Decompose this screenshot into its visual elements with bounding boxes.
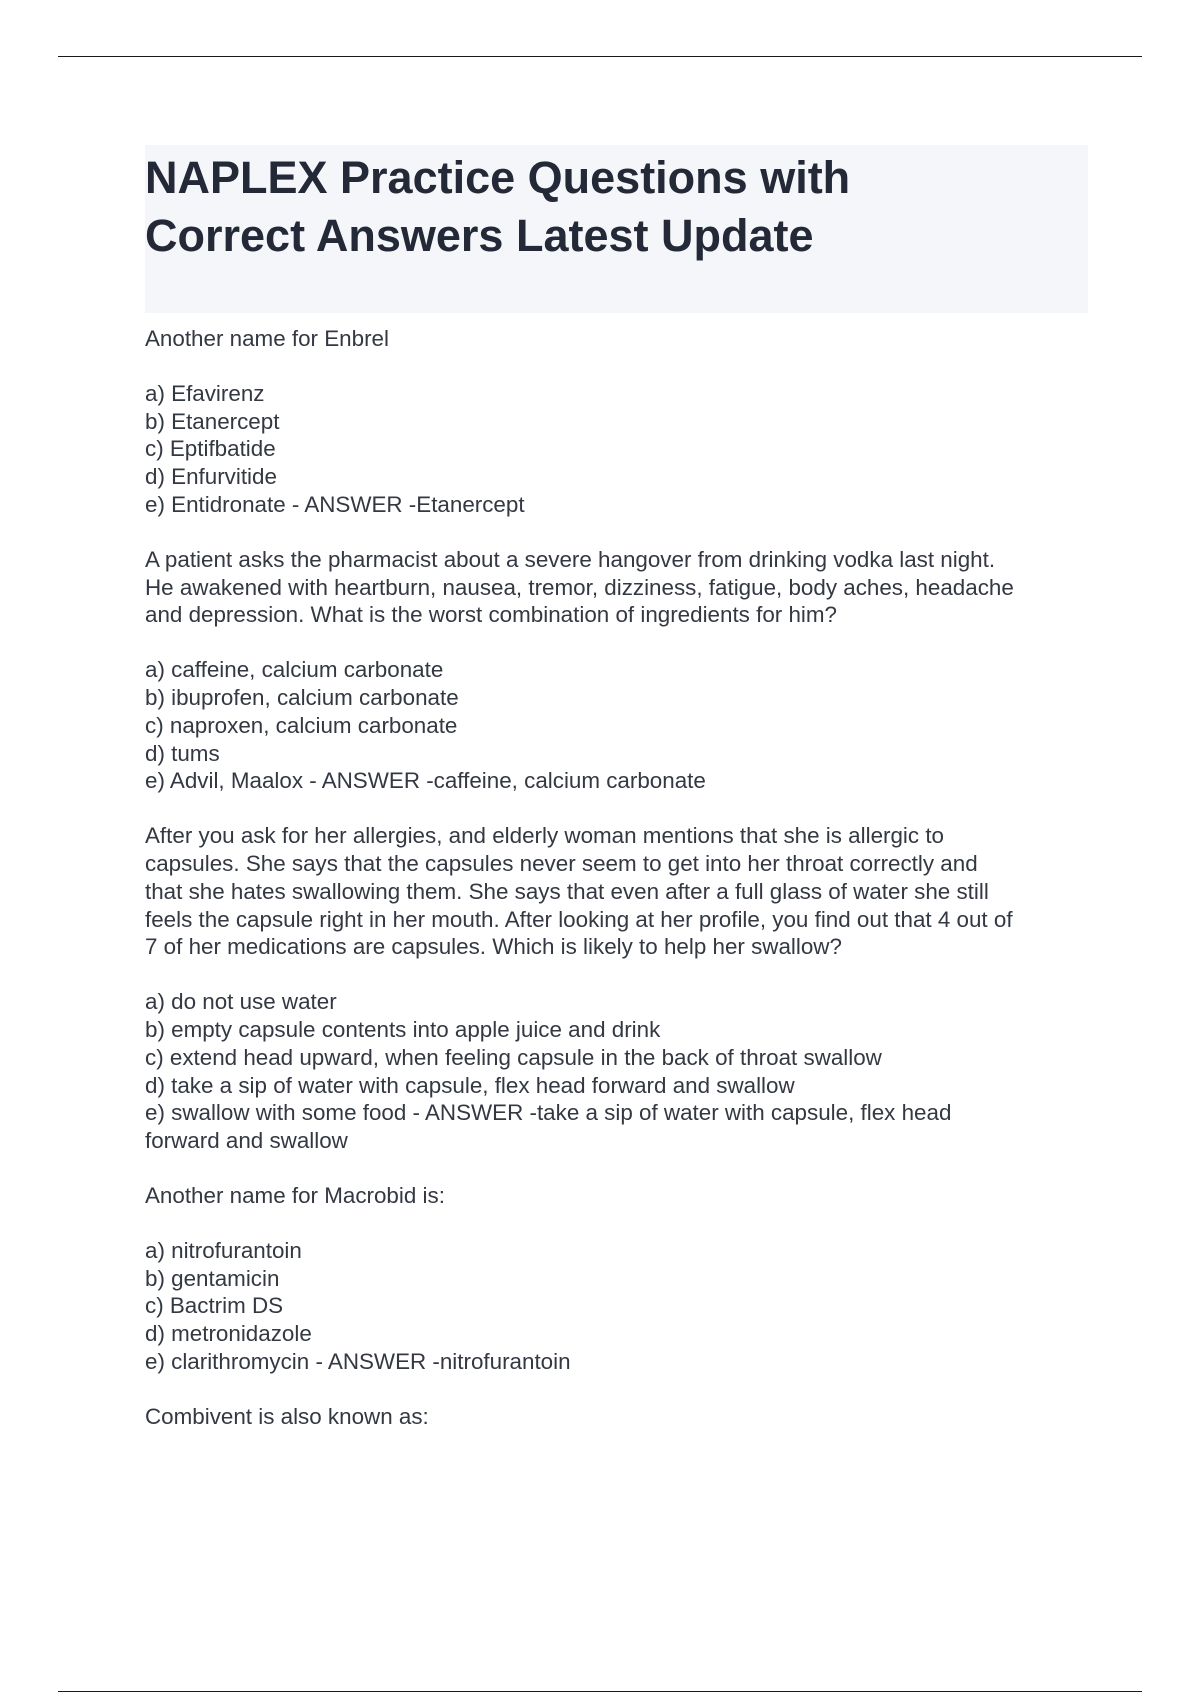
option-a: a) do not use water [145,989,337,1015]
top-rule [58,56,1142,57]
stem-line: After you ask for her allergies, and elderly woman mentions that she is allergic to [145,823,944,849]
question-4 [145,1182,1088,1376]
option-d: d) metronidazole [145,1321,312,1347]
option-e-answer: e) Entidronate - ANSWER -Etanercept [145,491,525,517]
option-e-answer: e) Advil, Maalox - ANSWER -caffeine, calcium carbonate [145,768,706,794]
question-2 [145,546,1088,795]
option-d: d) tums [145,740,220,766]
page-content [145,145,1088,1431]
option-list [145,988,1088,1155]
title-block [145,145,1088,313]
option-a: a) caffeine, calcium carbonate [145,657,444,683]
option-e-answer: e) clarithromycin - ANSWER -nitrofurantoin [145,1348,571,1374]
question-5 [145,1403,1088,1431]
question-1 [145,325,1088,519]
stem-line: He awakened with heartburn, nausea, tremor, dizziness, fatigue, body aches, headache [145,574,1014,600]
option-c: c) Bactrim DS [145,1293,284,1319]
option-d: d) take a sip of water with capsule, flex head forward and swallow [145,1072,795,1098]
option-b: b) gentamicin [145,1265,280,1291]
stem-line: feels the capsule right in her mouth. After looking at her profile, you find out that 4 out of [145,906,1013,932]
option-e-answer-continued: forward and swallow [145,1128,348,1154]
option-a: a) nitrofurantoin [145,1237,302,1263]
option-b: b) ibuprofen, calcium carbonate [145,684,459,710]
option-a: a) Efavirenz [145,380,265,406]
stem-line: A patient asks the pharmacist about a severe hangover from drinking vodka last night. [145,546,996,572]
stem-line: capsules. She says that the capsules never seem to get into her throat correctly and [145,850,978,876]
option-list [145,656,1088,795]
question-stem [145,546,1088,629]
option-c: c) naproxen, calcium carbonate [145,712,458,738]
option-list [145,1237,1088,1376]
option-b: b) empty capsule contents into apple juice and drink [145,1016,661,1042]
title-line-2: Correct Answers Latest Update [145,210,814,261]
question-stem: Another name for Macrobid is: [145,1182,445,1208]
stem-line: 7 of her medications are capsules. Which is likely to help her swallow? [145,934,842,960]
question-3 [145,822,1088,1155]
option-c: c) extend head upward, when feeling capsule in the back of throat swallow [145,1044,882,1070]
option-c: c) Eptifbatide [145,436,276,462]
question-stem: Combivent is also known as: [145,1403,429,1429]
option-d: d) Enfurvitide [145,464,277,490]
question-stem: Another name for Enbrel [145,326,389,351]
stem-line: that she hates swallowing them. She says that even after a full glass of water she still [145,878,989,904]
title-line-1: NAPLEX Practice Questions with [145,152,851,203]
questions-list [145,325,1088,1431]
question-stem [145,822,1088,961]
option-e-answer: e) swallow with some food - ANSWER -take a sip of water with capsule, flex head [145,1100,952,1126]
option-list [145,380,1088,519]
stem-line: and depression. What is the worst combination of ingredients for him? [145,602,837,628]
bottom-rule [58,1691,1142,1692]
option-b: b) Etanercept [145,408,280,434]
page-title [145,145,1088,265]
